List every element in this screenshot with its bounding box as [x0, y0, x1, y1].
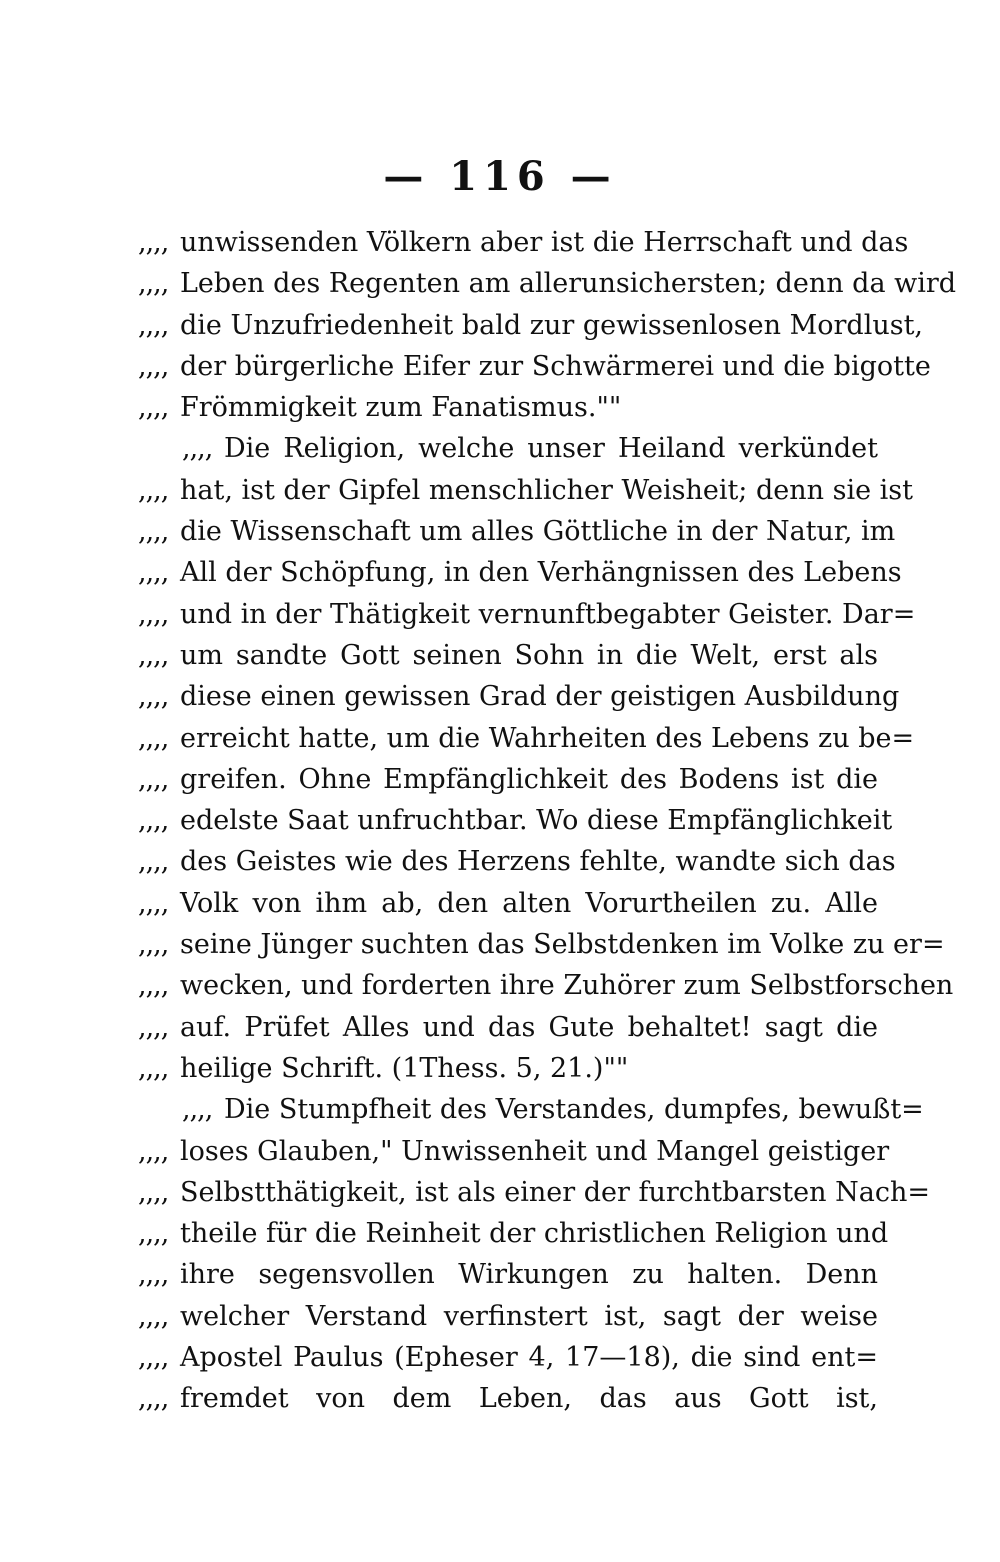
line-text: unwissenden Völkern aber ist die Herrschaft und das [180, 227, 909, 258]
quotation-mark: ,,,, [138, 227, 169, 258]
quotation-mark: ,,,, [138, 1342, 169, 1374]
line-text: fremdet von dem Leben, das aus Gott ist, [180, 1383, 878, 1415]
quotation-mark: ,,,, [138, 929, 169, 961]
text-line [138, 759, 878, 800]
line-text: auf. Prüfet Alles und das Gute behaltet! sagt die [180, 1011, 878, 1043]
text-line [138, 552, 902, 593]
text-line [138, 965, 954, 1006]
line-text: heilige Schrift. (1Thess. 5, 21.)"" [180, 1052, 629, 1084]
quotation-mark: ,,,, [138, 598, 169, 630]
quotation-mark: ,,,, [138, 970, 169, 1002]
body-text [138, 222, 957, 1420]
line-text: All der Schöpfung, in den Verhängnissen des Lebens [180, 557, 902, 589]
line-text: Volk von ihm ab, den alten Vorurtheilen zu. Alle [180, 887, 878, 919]
line-text: loses Glauben," Unwissenheit und Mangel geistiger [180, 1135, 890, 1167]
line-text: diese einen gewissen Grad der geistigen Ausbildung [180, 681, 900, 713]
line-text: die Unzufriedenheit bald zur gewissenlosen Mordlust, [180, 309, 924, 341]
line-text: Die Stumpfheit des Verstandes, dumpfes, bewußt= [224, 1094, 924, 1126]
quotation-mark: ,,,, [138, 309, 169, 341]
quotation-mark: ,,,, [138, 805, 169, 837]
text-line [138, 924, 945, 965]
text-line [138, 1048, 878, 1089]
quotation-mark: ,,,, [138, 1259, 169, 1291]
text-line [138, 1007, 878, 1048]
quotation-mark: ,,,, [138, 516, 169, 548]
quotation-mark: ,,,, [138, 1176, 169, 1208]
line-text: und in der Thätigkeit vernunftbegabter Geister. Dar= [180, 598, 916, 630]
text-line [138, 1254, 878, 1295]
quotation-mark: ,,,, [138, 1218, 169, 1250]
page-number: — 116 — [383, 153, 617, 200]
text-line [138, 635, 878, 676]
text-line [138, 387, 878, 428]
line-text: des Geistes wie des Herzens fehlte, wandte sich das [180, 846, 896, 878]
quotation-mark: ,,,, [138, 1383, 169, 1415]
quotation-mark: ,,,, [138, 1011, 169, 1043]
text-line [138, 883, 878, 924]
quotation-mark: ,,,, [138, 681, 169, 713]
line-text: erreicht hatte, um die Wahrheiten des Lebens zu be= [180, 722, 915, 754]
text-line [138, 1337, 878, 1378]
text-line [138, 841, 896, 882]
quotation-mark: ,,,, [138, 639, 169, 671]
text-line [138, 346, 931, 387]
text-line [138, 1296, 878, 1337]
text-line [138, 428, 878, 469]
line-text: greifen. Ohne Empfänglichkeit des Bodens ist die [180, 763, 878, 795]
line-text: der bürgerliche Eifer zur Schwärmerei und die bigotte [180, 350, 931, 382]
quotation-mark: ,,,, [138, 474, 169, 506]
text-line [138, 594, 916, 635]
text-line [138, 263, 957, 304]
line-text: Selbstthätigkeit, ist als einer der furchtbarsten Nach= [180, 1176, 930, 1208]
line-text: edelste Saat unfruchtbar. Wo diese Empfänglichkeit [180, 805, 893, 837]
text-line [138, 718, 915, 759]
quotation-mark: ,,,, [138, 557, 169, 589]
quotation-mark: ,,,, [182, 1094, 213, 1126]
line-text: hat, ist der Gipfel menschlicher Weisheit; denn sie ist [180, 474, 914, 506]
text-line [138, 511, 896, 552]
text-line [138, 222, 909, 263]
line-text: wecken, und forderten ihre Zuhörer zum Selbstforschen [180, 970, 954, 1002]
text-line [138, 1089, 924, 1130]
text-line [138, 1378, 878, 1419]
quotation-mark: ,,,, [182, 433, 213, 465]
text-line [138, 1172, 930, 1213]
text-line [138, 1213, 889, 1254]
line-text: um sandte Gott seinen Sohn in die Welt, erst als [180, 639, 878, 671]
line-text: Leben des Regenten am allerunsichersten; denn da wird [180, 268, 957, 300]
text-line [138, 676, 900, 717]
quotation-mark: ,,,, [138, 350, 169, 382]
text-line [138, 1131, 890, 1172]
quotation-mark: ,,,, [138, 1135, 169, 1167]
quotation-mark: ,,,, [138, 392, 169, 424]
text-line [138, 470, 914, 511]
line-text: die Wissenschaft um alles Göttliche in der Natur, im [180, 516, 896, 548]
quotation-mark: ,,,, [138, 722, 169, 754]
line-text: Frömmigkeit zum Fanatismus."" [180, 392, 622, 424]
quotation-mark: ,,,, [138, 846, 169, 878]
quotation-mark: ,,,, [138, 1300, 169, 1332]
line-text: seine Jünger suchten das Selbstdenken im Volke zu er= [180, 929, 945, 961]
line-text: Apostel Paulus (Epheser 4, 17—18), die sind ent= [180, 1342, 878, 1374]
text-line [138, 305, 924, 346]
line-text: Die Religion, welche unser Heiland verkündet [224, 433, 878, 465]
line-text: ihre segensvollen Wirkungen zu halten. Denn [180, 1259, 878, 1291]
quotation-mark: ,,,, [138, 887, 169, 919]
line-text: theile für die Reinheit der christlichen Religion und [180, 1218, 889, 1250]
quotation-mark: ,,,, [138, 1052, 169, 1084]
line-text: welcher Verstand verfinstert ist, sagt der weise [180, 1300, 878, 1332]
text-line [138, 800, 893, 841]
quotation-mark: ,,,, [138, 763, 169, 795]
quotation-mark: ,,,, [138, 268, 169, 300]
